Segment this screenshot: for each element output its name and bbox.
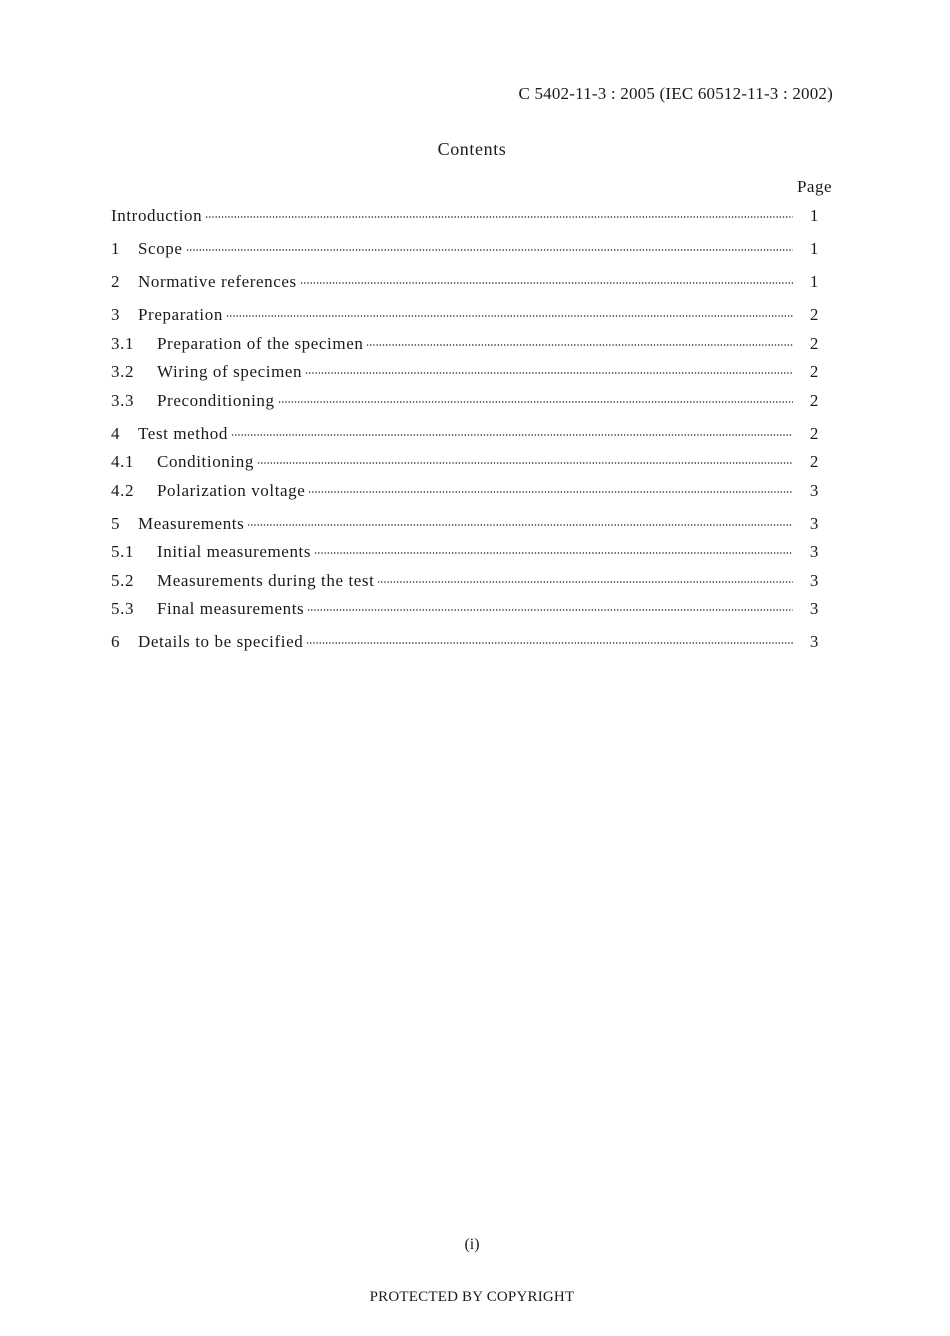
toc-entry-label: Polarization voltage [157,480,306,500]
toc-entry-number: 3.2 [111,362,135,381]
dot-leader [306,641,793,645]
toc-entry-page: 3 [809,513,819,533]
toc-entry-label: Introduction [111,206,203,225]
toc-entry-label: Preconditioning [157,390,275,410]
toc-entry-number: 5.2 [111,570,135,590]
toc-entry-number: 5 [111,513,121,533]
toc-entry-number: 6 [111,632,121,651]
toc-entry-preparation[interactable] [111,305,819,334]
toc-entry-label: Details to be specified [138,632,304,651]
toc-entry-measurements-during-test[interactable] [111,571,819,600]
toc-entry-label: Final measurements [157,599,305,618]
toc-entry-introduction[interactable] [111,206,819,235]
toc-entry-page: 2 [809,333,819,353]
toc-entry-number: 1 [111,239,121,258]
toc-entry-scope[interactable] [111,239,819,268]
dot-leader [307,608,793,612]
toc-entry-number: 5.1 [111,542,135,561]
dot-leader [231,433,793,437]
dot-leader [308,490,793,494]
dot-leader [278,400,793,404]
toc-entry-number: 3.3 [111,390,135,410]
page-number: (i) [464,1236,480,1253]
toc-entry-details-to-be-specified[interactable] [111,632,819,661]
toc-entry-label: Preparation [138,305,223,324]
toc-entry-initial-measurements[interactable] [111,542,819,571]
toc-entry-number: 4.2 [111,480,135,500]
toc-entry-page: 2 [809,390,819,410]
dot-leader [377,580,793,584]
table-of-contents [111,206,819,661]
toc-entry-final-measurements[interactable] [111,599,819,628]
toc-entry-label: Measurements during the test [157,570,375,590]
toc-entry-number: 5.3 [111,599,135,618]
toc-entry-number: 3.1 [111,333,135,353]
toc-entry-number: 4 [111,423,121,443]
toc-entry-label: Preparation of the specimen [157,333,364,353]
toc-entry-number: 3 [111,305,121,324]
toc-entry-page: 1 [809,239,819,258]
dot-leader [314,551,793,555]
toc-entry-label: Scope [138,239,183,258]
toc-entry-page: 2 [809,362,819,381]
page-column-label: Page [796,177,832,196]
document-id-header: C 5402-11-3 : 2005 (IEC 60512-11-3 : 2002) [518,84,833,103]
toc-entry-page: 3 [809,480,819,500]
toc-entry-test-method[interactable] [111,424,819,453]
toc-entry-normative-references[interactable] [111,272,819,301]
dot-leader [247,523,793,527]
toc-entry-measurements[interactable] [111,514,819,543]
toc-entry-number: 4.1 [111,452,135,471]
toc-entry-page: 1 [809,206,819,225]
toc-entry-label: Normative references [138,272,297,291]
toc-entry-page: 3 [809,542,819,561]
toc-entry-page: 3 [809,632,819,651]
toc-entry-label: Conditioning [157,452,254,471]
toc-entry-label: Wiring of specimen [157,362,303,381]
toc-entry-preparation-of-specimen[interactable] [111,334,819,363]
toc-entry-label: Measurements [138,513,245,533]
dot-leader [226,314,793,318]
dot-leader [186,248,793,252]
toc-entry-polarization-voltage[interactable] [111,481,819,510]
toc-entry-label: Initial measurements [157,542,312,561]
dot-leader [366,343,793,347]
toc-entry-page: 1 [809,272,819,291]
toc-entry-page: 2 [809,305,819,324]
toc-entry-preconditioning[interactable] [111,391,819,420]
dot-leader [305,371,793,375]
dot-leader [300,281,793,285]
toc-entry-page: 3 [809,570,819,590]
toc-entry-wiring-of-specimen[interactable] [111,362,819,391]
toc-entry-page: 3 [809,599,819,618]
toc-entry-conditioning[interactable] [111,452,819,481]
toc-entry-page: 2 [809,452,819,471]
toc-entry-page: 2 [809,423,819,443]
dot-leader [257,461,793,465]
toc-title: Contents [437,139,507,159]
dot-leader [205,215,793,219]
copyright-notice: PROTECTED BY COPYRIGHT [369,1289,575,1305]
toc-entry-number: 2 [111,272,121,291]
toc-entry-label: Test method [138,423,228,443]
